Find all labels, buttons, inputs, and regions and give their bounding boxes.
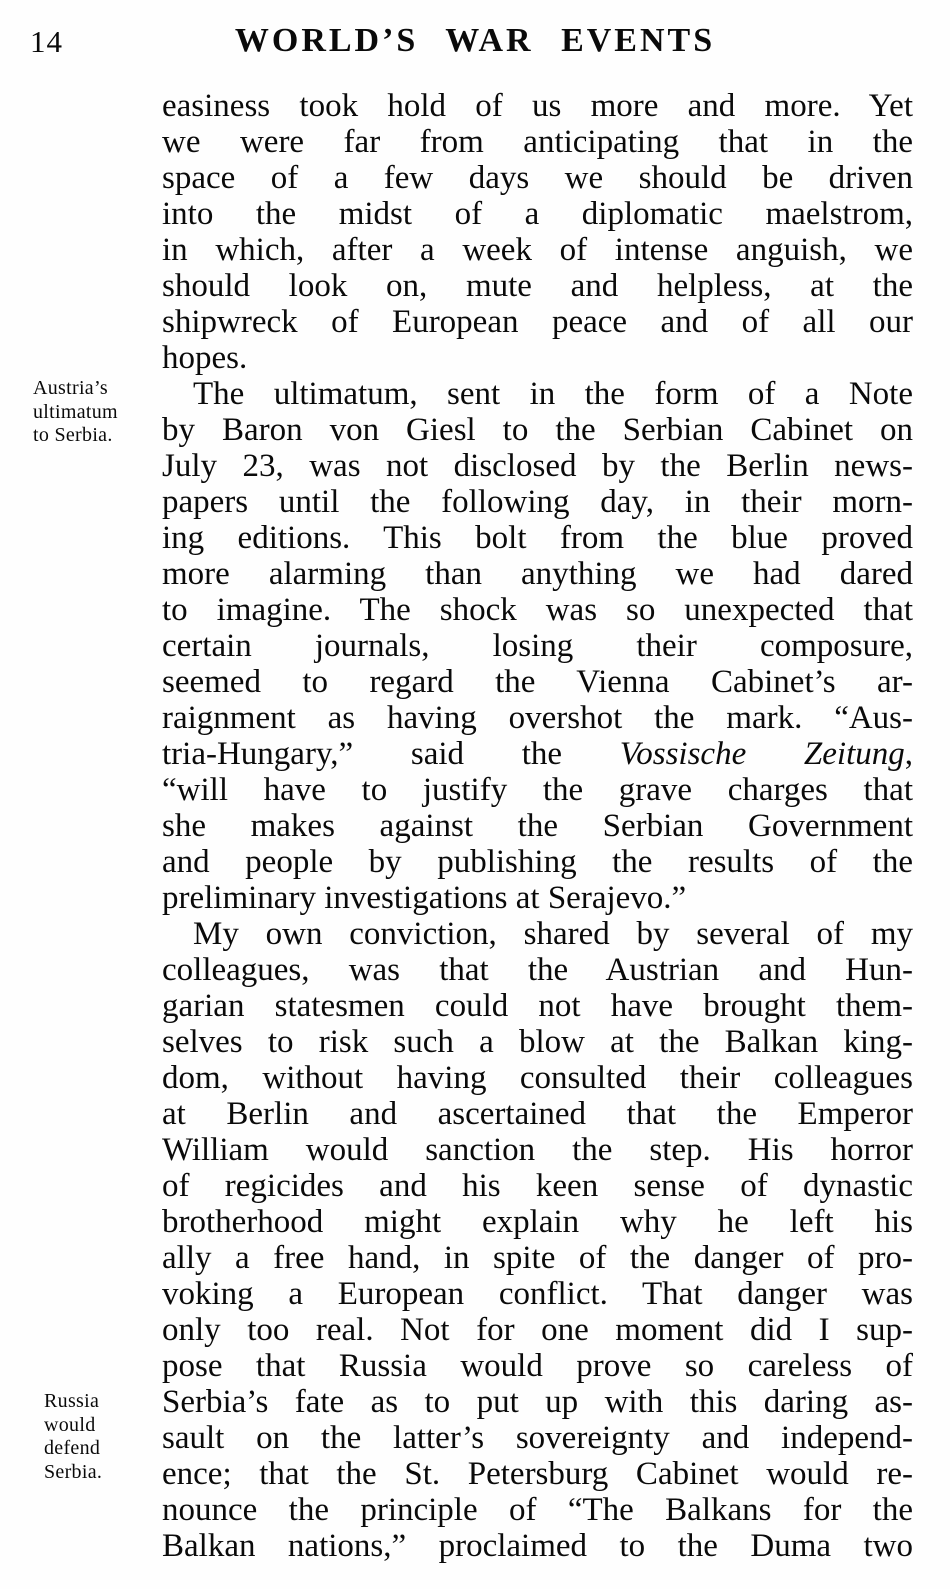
text-line: [162, 1312, 913, 1348]
text-segment: hopes.: [162, 340, 248, 376]
text-segment: Serbia’s fate as to put up with this daring as-: [162, 1384, 913, 1420]
text-segment: to imagine. The shock was so unexpected that: [162, 592, 913, 628]
text-line: [162, 376, 913, 412]
text-segment: and people by publishing the results of the: [162, 844, 913, 880]
text-segment: William would sanction the step. His horror: [162, 1132, 913, 1168]
text-segment: nounce the principle of “The Balkans for the: [162, 1492, 913, 1528]
margin-note-line: would: [44, 1413, 96, 1436]
text-segment: space of a few days we should be driven: [162, 160, 913, 196]
text-line: [162, 592, 913, 628]
text-line: [162, 304, 913, 340]
text-line: [162, 412, 913, 448]
text-line: [162, 988, 913, 1024]
text-line: [162, 1384, 913, 1420]
text-segment: ence; that the St. Petersburg Cabinet would re-: [162, 1456, 913, 1492]
text-segment: selves to risk such a blow at the Balkan king-: [162, 1024, 913, 1060]
text-segment: at Berlin and ascertained that the Emperor: [162, 1096, 913, 1132]
text-segment: pose that Russia would prove so careless of: [162, 1348, 913, 1384]
text-segment: of regicides and his keen sense of dynastic: [162, 1168, 913, 1204]
text-segment: preliminary investigations at Serajevo.”: [162, 880, 687, 916]
text-line: [162, 196, 913, 232]
text-line: [162, 664, 913, 700]
text-line: [162, 160, 913, 196]
text-segment: Balkan nations,” proclaimed to the Duma two: [162, 1528, 913, 1564]
text-line: [162, 628, 913, 664]
text-segment: papers until the following day, in their morn-: [162, 484, 913, 520]
text-segment: brotherhood might explain why he left his: [162, 1204, 913, 1240]
text-line: [162, 232, 913, 268]
text-line: [162, 808, 913, 844]
text-segment: easiness took hold of us more and more. Yet: [162, 88, 913, 124]
text-line: [162, 484, 913, 520]
margin-note-line: Austria’s: [33, 377, 108, 399]
margin-note-austria-ultimatum: [33, 377, 168, 448]
running-head-title: WORLD’S WAR EVENTS: [234, 22, 716, 59]
margin-note-line: Russia: [44, 1390, 100, 1412]
text-segment: ,: [904, 736, 913, 772]
text-line: [162, 520, 913, 556]
text-line: [162, 952, 913, 988]
text-line: [162, 1024, 913, 1060]
text-line: [162, 736, 913, 772]
text-line: [162, 124, 913, 160]
text-segment: raignment as having overshot the mark. “Aus-: [162, 700, 913, 736]
text-segment: July 23, was not disclosed by the Berlin news-: [162, 448, 913, 484]
text-line: [162, 1456, 913, 1492]
text-segment: colleagues, was that the Austrian and Hun-: [162, 952, 913, 988]
text-segment: tria-Hungary,” said the: [162, 736, 620, 772]
text-line: [162, 844, 913, 880]
page-number: 14: [30, 24, 63, 59]
text-segment: only too real. Not for one moment did I sup-: [162, 1312, 913, 1348]
text-segment: should look on, mute and helpless, at the: [162, 268, 913, 304]
text-segment: in which, after a week of intense anguish, we: [162, 232, 913, 268]
text-line: [162, 268, 913, 304]
text-line: [162, 1096, 913, 1132]
text-segment: voking a European conflict. That danger was: [162, 1276, 913, 1312]
margin-note-line: to Serbia.: [33, 424, 113, 446]
margin-note-russia-defend: [44, 1390, 179, 1484]
text-segment: sault on the latter’s sovereignty and independ-: [162, 1420, 913, 1456]
margin-note-line: Serbia.: [44, 1460, 103, 1483]
text-line: [162, 880, 913, 916]
margin-note-line: ultimatum: [33, 400, 118, 423]
text-line: [162, 1420, 913, 1456]
text-segment: My own conviction, shared by several of my: [193, 916, 913, 952]
text-line: [162, 1348, 913, 1384]
text-line: [162, 700, 913, 736]
text-segment: The ultimatum, sent in the form of a Note: [193, 376, 913, 412]
text-line: [162, 340, 913, 376]
text-segment: into the midst of a diplomatic maelstrom,: [162, 196, 913, 232]
text-line: [162, 448, 913, 484]
text-line: [162, 1492, 913, 1528]
text-segment: seemed to regard the Vienna Cabinet’s ar-: [162, 664, 913, 700]
text-line: [162, 772, 913, 808]
text-segment: shipwreck of European peace and of all our: [162, 304, 913, 340]
text-segment: by Baron von Giesl to the Serbian Cabinet on: [162, 412, 913, 448]
text-line: [162, 1276, 913, 1312]
text-line: [162, 916, 913, 952]
text-line: [162, 1132, 913, 1168]
text-segment: she makes against the Serbian Government: [162, 808, 913, 844]
text-segment: garian statesmen could not have brought them-: [162, 988, 913, 1024]
text-segment: we were far from anticipating that in the: [162, 124, 913, 160]
margin-note-line: defend: [44, 1437, 101, 1459]
text-line: [162, 1528, 913, 1564]
text-line: [162, 556, 913, 592]
text-segment: certain journals, losing their composure,: [162, 628, 913, 664]
text-segment: ing editions. This bolt from the blue proved: [162, 520, 913, 556]
text-line: [162, 1204, 913, 1240]
text-segment: dom, without having consulted their colleagues: [162, 1060, 913, 1096]
body-text: [162, 88, 913, 1564]
text-segment: ally a free hand, in spite of the danger of pro-: [162, 1240, 913, 1276]
text-segment: “will have to justify the grave charges that: [162, 772, 913, 808]
text-line: [162, 1168, 913, 1204]
text-line: [162, 1060, 913, 1096]
text-segment: more alarming than anything we had dared: [162, 556, 913, 592]
text-line: [162, 88, 913, 124]
italic-text: Vossische Zeitung: [619, 736, 905, 772]
text-line: [162, 1240, 913, 1276]
